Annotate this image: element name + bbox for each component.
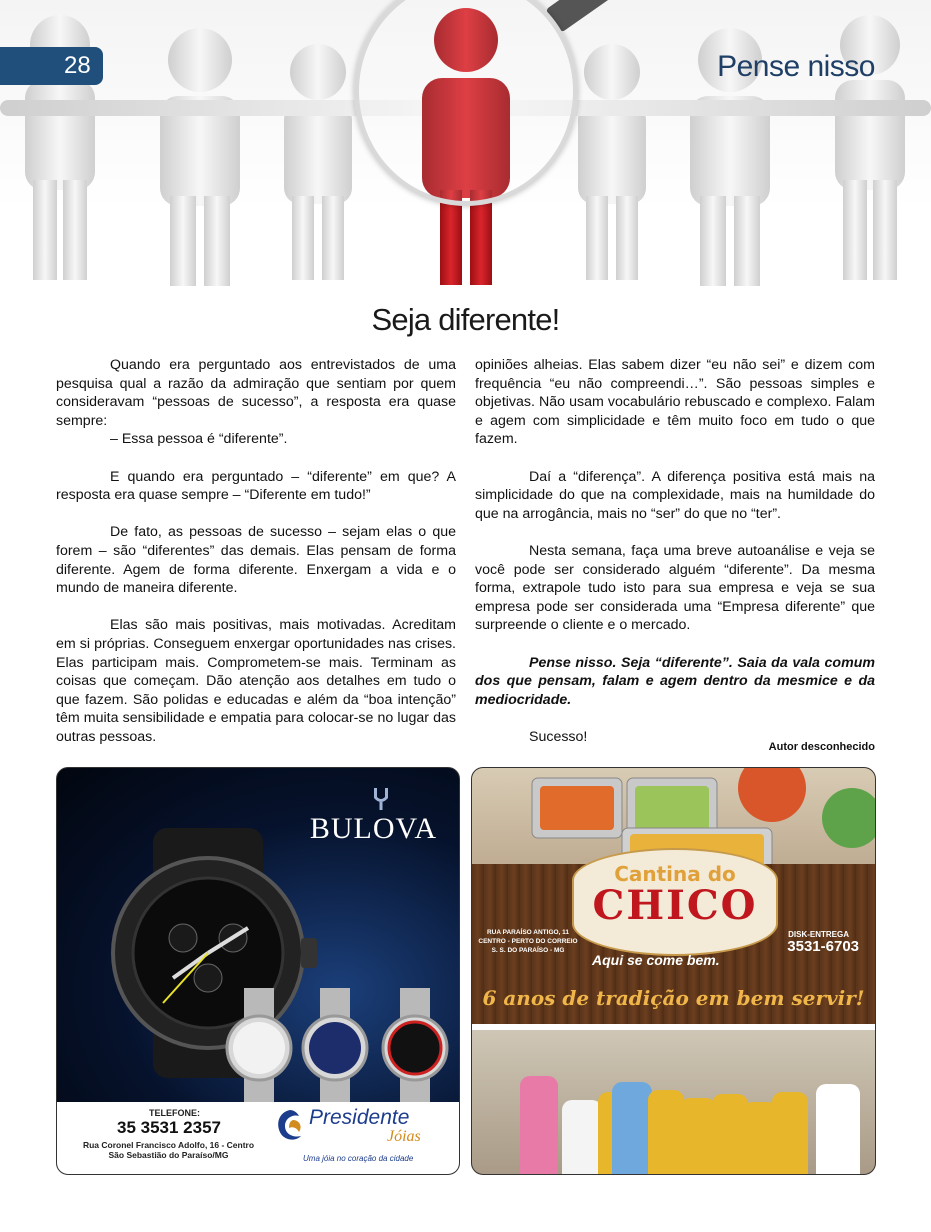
paragraph: Elas são mais positivas, mais motivadas. Acreditam em si próprias. Conseguem enxergar oportunidades nas crises. Elas participam mais. Comprometem-se mais. Terminam as coisas que começam. Dão atenção aos detalhes em tudo o que fazem. São polidas e educadas e além da “boa intenção” têm muita sensibilidade e empatia para colocar-se no lugar das outras pessoas. bbox=[56, 617, 456, 745]
logo-top-text: Cantina do bbox=[614, 862, 736, 886]
ad-footer bbox=[57, 1102, 459, 1174]
staff-member bbox=[612, 1082, 652, 1175]
staff-member bbox=[816, 1084, 860, 1175]
presidente-swirl-icon bbox=[273, 1108, 307, 1144]
ad-cantina-do-chico[interactable] bbox=[471, 767, 876, 1175]
author-credit: Autor desconhecido bbox=[768, 741, 875, 753]
article-column-right bbox=[475, 356, 875, 765]
address-line: CENTRO - PERTO DO CORREIO bbox=[478, 938, 578, 945]
paragraph: – Essa pessoa é “diferente”. bbox=[110, 431, 288, 448]
paragraph: opiniões alheias. Elas sabem dizer “eu não sei” e dizem com frequência “eu não compreendi…”. São pessoas simples e objetivas. Não usam vocabulário rebuscado e complexo. Falam e agem com simplicidade e têm muito foco em tudo o que fazem. bbox=[475, 357, 875, 448]
cantina-address bbox=[478, 928, 578, 955]
bulova-tuning-fork-icon bbox=[371, 788, 391, 810]
address-line: São Sebastião do Paraíso/MG bbox=[108, 1150, 229, 1160]
staff-member bbox=[680, 1098, 716, 1175]
article-title: Seja diferente! bbox=[371, 302, 560, 337]
address-line: S. S. DO PARAÍSO - MG bbox=[491, 947, 565, 954]
ad-presidente-joias[interactable] bbox=[56, 767, 460, 1175]
address-line: Rua Coronel Francisco Adolfo, 16 - Centro bbox=[82, 1140, 255, 1150]
store-subtitle: Jóias bbox=[387, 1128, 421, 1145]
address-line: RUA PARAÍSO ANTIGO, 11 bbox=[486, 929, 570, 936]
article-column-left bbox=[56, 356, 456, 802]
staff-photo bbox=[472, 1024, 876, 1175]
paragraph: Quando era perguntado aos entrevistados de uma pesquisa qual a razão da admiração que sentiam por quem consideravam “pessoas de sucesso”, a resposta era quase sempre: bbox=[56, 357, 456, 429]
paragraph: E quando era perguntado – “diferente” em que? A resposta era quase sempre – “Diferente em tudo!” bbox=[56, 468, 456, 504]
watch-collection-icon bbox=[222, 988, 460, 1108]
paragraph: Sucesso! bbox=[529, 728, 588, 745]
bulova-logo: BULOVA bbox=[309, 812, 437, 845]
store-slogan: Uma jóia no coração da cidade bbox=[303, 1154, 414, 1163]
delivery-phone[interactable]: 3531-6703 bbox=[787, 938, 859, 955]
store-name: Presidente bbox=[309, 1106, 410, 1129]
phone-number[interactable]: 35 3531 2357 bbox=[117, 1118, 221, 1137]
phone-label: TELEFONE: bbox=[149, 1108, 200, 1118]
tradition-tagline: 6 anos de tradição em bem servir! bbox=[482, 986, 865, 1010]
paragraph: Daí a “diferença”. A diferença positiva está mais na simplicidade do que na complexidade, mais na humildade do que na arrogância, mais no “ser” do que no “ter”. bbox=[475, 468, 875, 522]
delivery-label: DISK-ENTREGA bbox=[788, 930, 849, 939]
header-banner bbox=[0, 0, 931, 300]
presidente-logo bbox=[273, 1106, 453, 1170]
paragraph: Nesta semana, faça uma breve autoanálise e veja se você pode ser considerado alguém “diferente”. Da mesma forma, extrapole tudo isto para sua empresa e veja se sua empresa pode ser considerada uma “Empresa diferente” que surpreende o cliente e o mercado. bbox=[475, 542, 875, 634]
page-number: 28 bbox=[0, 47, 103, 85]
cantina-slogan: Aqui se come bem. bbox=[592, 952, 720, 968]
staff-member bbox=[648, 1090, 684, 1175]
section-title: Pense nisso bbox=[717, 50, 875, 83]
staff-member bbox=[562, 1100, 602, 1175]
staff-member bbox=[772, 1092, 808, 1175]
closing-statement: Pense nisso. Seja “diferente”. Saia da vala comum dos que pensam, falam e agem dentro da mesmice e da mediocridade. bbox=[475, 654, 875, 708]
logo-main-text: CHICO bbox=[592, 882, 758, 929]
cantina-logo bbox=[572, 848, 778, 956]
staff-member bbox=[520, 1076, 558, 1175]
paragraph: De fato, as pessoas de sucesso – sejam elas o que forem – são “diferentes” das demais. Elas pensam de forma diferente. Agem de forma diferente. Enxergam a vida e o mundo de maneira diferente. bbox=[56, 524, 456, 597]
